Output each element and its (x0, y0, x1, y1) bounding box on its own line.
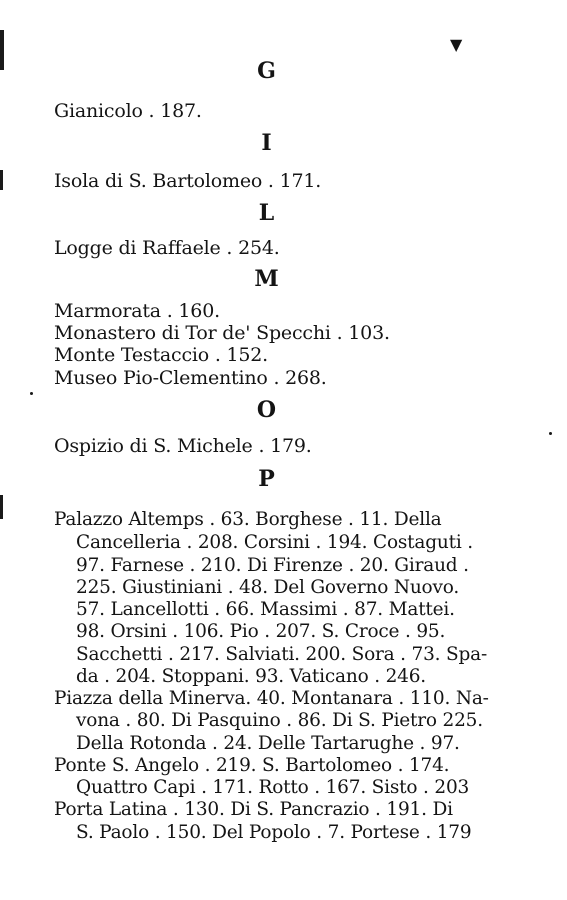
index-entry-continuation: S. Paolo . 150. Del Popolo . 7. Portese . 179 (76, 822, 472, 843)
index-entry: Monte Testaccio . 152. (54, 344, 269, 366)
page-edge-mark (0, 495, 3, 519)
index-entry-continuation: Della Rotonda . 24. Delle Tartarughe . 97. (76, 733, 460, 754)
corner-mark: ▼ (450, 35, 463, 54)
index-entry: Porta Latina . 130. Di S. Pancrazio . 191. Di (54, 799, 453, 820)
ink-speck (30, 392, 33, 395)
section-letter-m: M (254, 266, 279, 292)
index-entry: Ponte S. Angelo . 219. S. Bartolomeo . 174. (54, 755, 450, 776)
section-letter-g: G (257, 58, 276, 84)
index-entry: Logge di Raffaele . 254. (54, 237, 280, 259)
index-entry-continuation: 225. Giustiniani . 48. Del Governo Nuovo. (76, 577, 460, 598)
ink-speck (549, 432, 552, 435)
section-letter-o: O (256, 397, 277, 423)
index-entry: Museo Pio-Clementino . 268. (54, 367, 327, 389)
index-entry: Ospizio di S. Michele . 179. (54, 435, 312, 457)
section-letter-p: P (258, 466, 275, 492)
index-entry-continuation: Sacchetti . 217. Salviati. 200. Sora . 73. Spa- (76, 644, 488, 665)
index-entry-continuation: Quattro Capi . 171. Rotto . 167. Sisto . 203 (76, 777, 470, 798)
index-entry-continuation: da . 204. Stoppani. 93. Vaticano . 246. (76, 666, 426, 687)
index-entry: Gianicolo . 187. (54, 100, 202, 122)
index-entry: Isola di S. Bartolomeo . 171. (54, 170, 322, 192)
index-entry: Palazzo Altemps . 63. Borghese . 11. Della (54, 509, 442, 530)
index-entry-continuation: Cancelleria . 208. Corsini . 194. Costaguti . (76, 532, 473, 553)
index-entry: Marmorata . 160. (54, 300, 220, 322)
section-letter-l: L (258, 200, 275, 226)
index-entry-continuation: 98. Orsini . 106. Pio . 207. S. Croce . 95. (76, 621, 446, 642)
section-letter-i: I (261, 130, 272, 156)
index-entry-continuation: vona . 80. Di Pasquino . 86. Di S. Pietro 225. (76, 710, 483, 731)
page-edge-mark (0, 170, 3, 190)
index-entry-continuation: 57. Lancellotti . 66. Massimi . 87. Mattei. (76, 599, 455, 620)
index-entry: Monastero di Tor de' Specchi . 103. (54, 322, 390, 344)
index-entry-continuation: 97. Farnese . 210. Di Firenze . 20. Giraud . (76, 555, 469, 576)
index-entry: Piazza della Minerva. 40. Montanara . 110. Na- (54, 688, 489, 709)
